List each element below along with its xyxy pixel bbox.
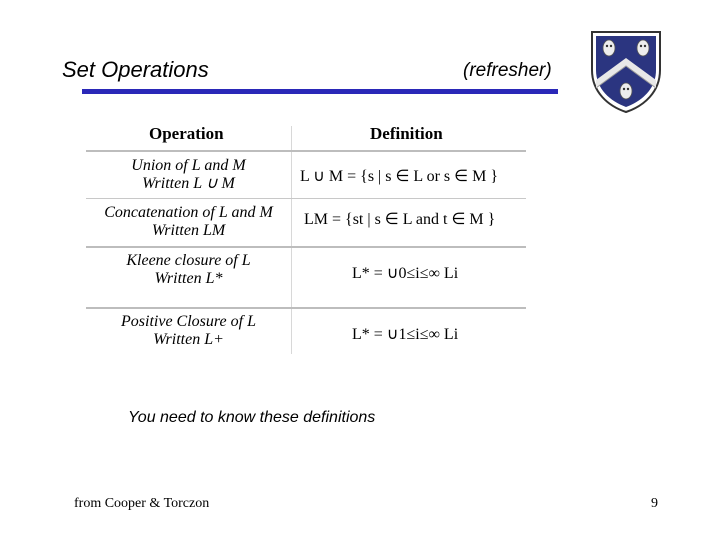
column-divider (291, 126, 292, 354)
table-row-positive-closure (86, 313, 291, 349)
operation-notation: Written L* (154, 270, 223, 287)
row-divider (86, 307, 526, 309)
slide-title: Set Operations (62, 57, 209, 82)
set-operations-table (86, 118, 526, 356)
operation-notation: Written LM (151, 222, 226, 239)
operation-name: Kleene closure of L (126, 252, 251, 269)
row-divider (86, 198, 526, 199)
column-header-operation: Operation (149, 124, 224, 143)
operation-name: Concatenation of L and M (104, 204, 273, 221)
operation-notation: Written L ∪ M (142, 175, 235, 192)
row-divider (86, 246, 526, 248)
definition-positive-closure: L* = ∪1≤i≤∞ Li (352, 326, 459, 343)
column-header-definition: Definition (370, 124, 443, 143)
operation-name: Union of L and M (131, 157, 246, 174)
definition-kleene-closure: L* = ∪0≤i≤∞ Li (352, 265, 459, 282)
page-number: 9 (651, 496, 658, 511)
definition-concatenation: LM = {st | s ∈ L and t ∈ M } (304, 211, 496, 228)
operation-name: Positive Closure of L (121, 313, 256, 330)
slide-subtitle: (refresher) (463, 60, 552, 81)
table-row-concatenation (86, 204, 291, 240)
table-row-kleene-closure (86, 252, 291, 288)
university-crest-icon (588, 28, 664, 114)
title-rule (82, 89, 558, 94)
footer-credit: from Cooper & Torczon (74, 496, 210, 511)
study-note: You need to know these definitions (128, 409, 376, 426)
definition-union: L ∪ M = {s | s ∈ L or s ∈ M } (300, 168, 498, 185)
header-divider (86, 150, 526, 152)
operation-notation: Written L+ (153, 331, 224, 348)
table-row-union (86, 157, 291, 193)
